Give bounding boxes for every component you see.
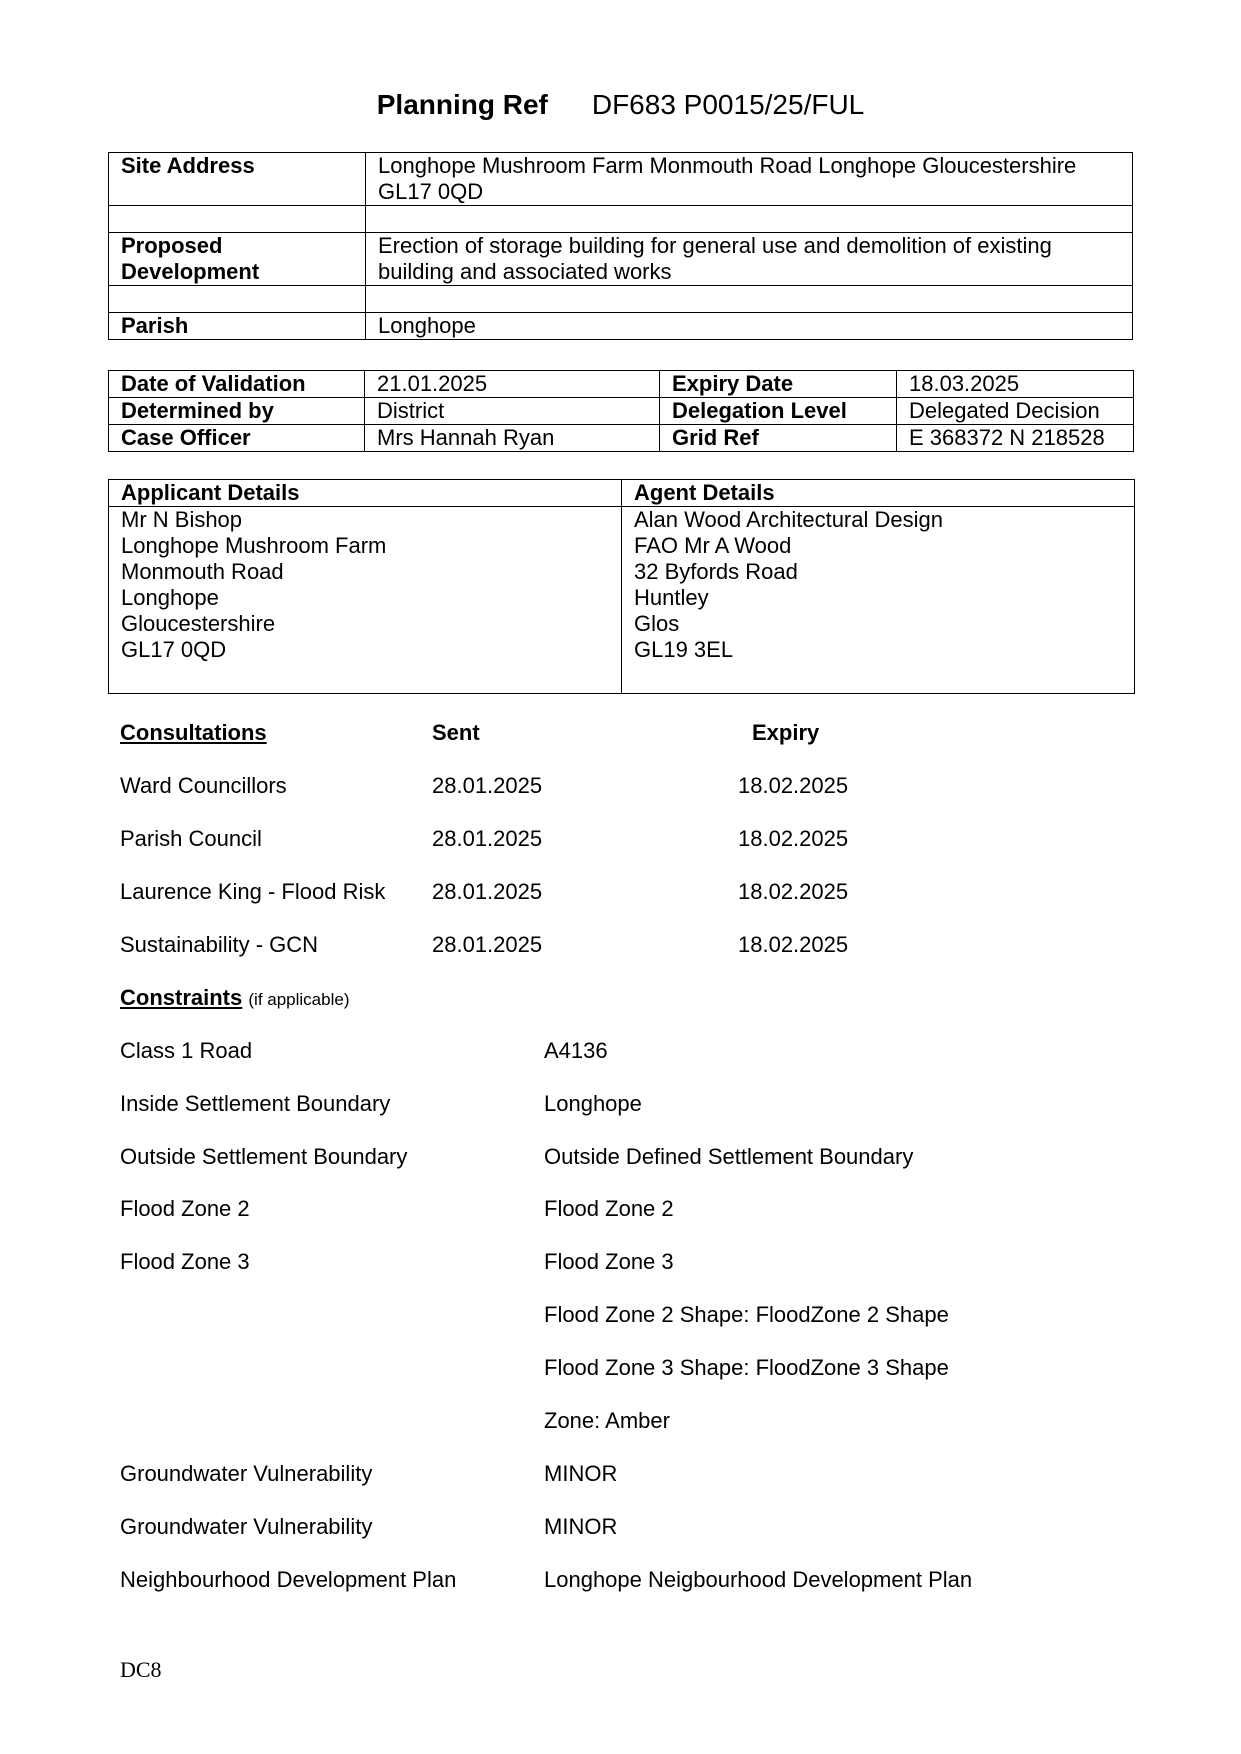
proposed-label-line: Proposed — [121, 233, 223, 258]
constraint-value: MINOR — [544, 1514, 618, 1539]
applicant-label: Applicant Details — [109, 480, 622, 507]
dates-table — [108, 370, 1134, 452]
constraint-value: Longhope Neigbourhood Development Plan — [544, 1567, 973, 1592]
planning-ref-value: DF683 P0015/25/FUL — [591, 89, 865, 120]
constraint-value: Flood Zone 3 — [544, 1249, 674, 1274]
constraint-value: Zone: Amber — [544, 1408, 670, 1433]
constraint-name: Outside Settlement Boundary — [120, 1144, 408, 1169]
consultee-name: Ward Councillors — [120, 773, 287, 798]
planning-ref-label: Planning Ref — [376, 89, 548, 120]
blank-cell — [109, 286, 366, 313]
proposed-label-line: Development — [121, 259, 260, 284]
expiry-value: 18.03.2025 — [897, 371, 1134, 398]
consultee-sent: 28.01.2025 — [432, 826, 543, 851]
agent-line: 32 Byfords Road — [634, 559, 798, 584]
proposed-development-value — [366, 233, 1133, 286]
grid-ref-value: E 368372 N 218528 — [897, 425, 1134, 452]
constraint-value: Flood Zone 2 Shape: FloodZone 2 Shape — [544, 1302, 949, 1327]
consultee-name: Laurence King - Flood Risk — [120, 879, 386, 904]
constraint-value: MINOR — [544, 1461, 618, 1486]
constraints-heading: Constraints — [120, 985, 243, 1010]
applicant-line: Monmouth Road — [121, 559, 284, 584]
site-address-value: Longhope Mushroom Farm Monmouth Road Longhope Gloucestershire GL17 0QD — [366, 153, 1133, 206]
constraint-name: Groundwater Vulnerability — [120, 1461, 373, 1486]
consultee-expiry: 18.02.2025 — [738, 932, 849, 957]
agent-line: GL19 3EL — [634, 637, 734, 662]
constraint-value: Outside Defined Settlement Boundary — [544, 1144, 914, 1169]
applicant-line: Gloucestershire — [121, 611, 276, 636]
blank-cell — [109, 206, 366, 233]
parish-label: Parish — [109, 313, 366, 340]
site-table — [108, 152, 1133, 340]
constraint-value: Flood Zone 3 Shape: FloodZone 3 Shape — [544, 1355, 949, 1380]
consultee-sent: 28.01.2025 — [432, 932, 543, 957]
applicant-line: GL17 0QD — [121, 637, 227, 662]
constraint-name: Neighbourhood Development Plan — [120, 1567, 457, 1592]
constraints-note: (if applicable) — [248, 990, 350, 1009]
proposed-line: Erection of storage building for general use and demolition of existing — [378, 233, 1052, 258]
footer-code: DC8 — [120, 1657, 162, 1682]
consultee-sent: 28.01.2025 — [432, 773, 543, 798]
blank-cell — [366, 206, 1133, 233]
consultee-expiry: 18.02.2025 — [738, 826, 849, 851]
proposed-development-label — [109, 233, 366, 286]
consultee-name: Parish Council — [120, 826, 262, 851]
contacts-table — [108, 479, 1135, 694]
applicant-line: Longhope Mushroom Farm — [121, 533, 387, 558]
agent-line: Glos — [634, 611, 680, 636]
consultee-name: Sustainability - GCN — [120, 932, 319, 957]
blank-cell — [366, 286, 1133, 313]
agent-line: Huntley — [634, 585, 709, 610]
page-title — [0, 88, 1241, 122]
delegation-label: Delegation Level — [660, 398, 897, 425]
consultee-expiry: 18.02.2025 — [738, 773, 849, 798]
constraint-name: Groundwater Vulnerability — [120, 1514, 373, 1539]
applicant-line: Longhope — [121, 585, 219, 610]
agent-label: Agent Details — [622, 480, 1135, 507]
expiry-heading: Expiry — [752, 720, 820, 745]
parish-value: Longhope — [366, 313, 1133, 340]
grid-ref-label: Grid Ref — [660, 425, 897, 452]
consultee-expiry: 18.02.2025 — [738, 879, 849, 904]
applicant-line: Mr N Bishop — [121, 507, 243, 532]
consultee-sent: 28.01.2025 — [432, 879, 543, 904]
constraint-name: Inside Settlement Boundary — [120, 1091, 391, 1116]
determined-label: Determined by — [109, 398, 365, 425]
constraint-value: Longhope — [544, 1091, 642, 1116]
constraint-value: A4136 — [544, 1038, 608, 1063]
agent-line: FAO Mr A Wood — [634, 533, 792, 558]
constraint-name: Class 1 Road — [120, 1038, 253, 1063]
expiry-label: Expiry Date — [660, 371, 897, 398]
determined-value: District — [365, 398, 660, 425]
delegation-value: Delegated Decision — [897, 398, 1134, 425]
constraint-value: Flood Zone 2 — [544, 1196, 674, 1221]
officer-value: Mrs Hannah Ryan — [365, 425, 660, 452]
validation-value: 21.01.2025 — [365, 371, 660, 398]
sent-heading: Sent — [432, 720, 480, 745]
constraint-name: Flood Zone 2 — [120, 1196, 250, 1221]
constraints-heading-row — [120, 985, 349, 1013]
proposed-line: building and associated works — [378, 259, 672, 284]
applicant-details — [109, 507, 622, 694]
site-address-label: Site Address — [109, 153, 366, 206]
agent-line: Alan Wood Architectural Design — [634, 507, 943, 532]
agent-details — [622, 507, 1135, 694]
consultations-heading: Consultations — [120, 720, 267, 745]
constraint-name: Flood Zone 3 — [120, 1249, 250, 1274]
validation-label: Date of Validation — [109, 371, 365, 398]
officer-label: Case Officer — [109, 425, 365, 452]
